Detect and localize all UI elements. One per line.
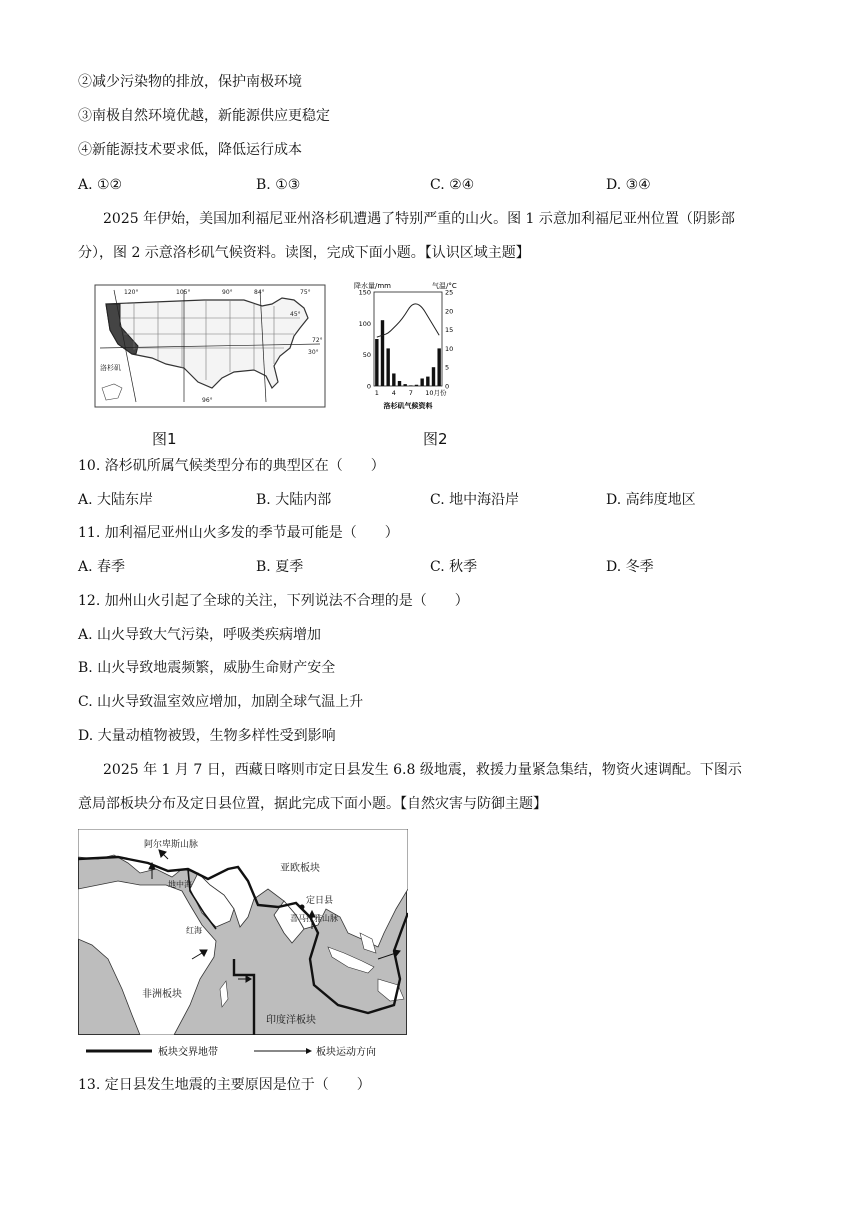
precip-bar	[392, 373, 395, 386]
statement-4: ④新能源技术要求低，降低运行成本	[78, 142, 302, 158]
lat-label: 45°	[290, 311, 301, 318]
month-tick-label: 7	[408, 389, 413, 397]
month-tick-label: 1	[374, 389, 379, 397]
lat-label: 30°	[308, 349, 319, 356]
temp-tick-label: 5	[445, 363, 450, 372]
intro-paragraph-1: 2025 年伊始，美国加利福尼亚州洛杉矶遭遇了特别严重的山火。图 1 示意加利福尼亚州位置（阴影部	[103, 211, 735, 227]
precip-bar	[381, 320, 384, 386]
q11-stem: 11. 加利福尼亚州山火多发的季节最可能是（ ）	[78, 525, 399, 541]
option-a[interactable]: A. ①②	[78, 177, 123, 193]
q13-stem: 13. 定日县发生地震的主要原因是位于（ ）	[78, 1077, 371, 1093]
option-c[interactable]: C. 山火导致温室效应增加，加剧全球气温上升	[78, 694, 364, 710]
dingri-marker	[300, 905, 305, 910]
option-d[interactable]: D. 高纬度地区	[606, 492, 696, 508]
intro-paragraph-2: 2025 年 1 月 7 日，西藏日喀则市定日县发生 6.8 级地震，救援力量紧急集结，物资火速调配。下图示	[103, 762, 742, 778]
african-plate-label: 非洲板块	[142, 989, 182, 1000]
plate-map-figure	[78, 829, 408, 1035]
lon-label: 96°	[202, 397, 213, 404]
temp-tick-label: 15	[445, 326, 454, 335]
temp-tick-label: 20	[445, 307, 454, 316]
himalaya-label: 喜马拉雅山脉	[290, 914, 338, 923]
month-tick-label: 10月份	[425, 389, 447, 397]
option-c[interactable]: C. 地中海沿岸	[430, 492, 520, 508]
red-sea-label: 红海	[186, 926, 202, 935]
us-map	[94, 284, 326, 408]
chart-subtitle: 洛杉矶气候资料	[383, 402, 433, 410]
plot-frame	[374, 292, 442, 386]
q10-stem: 10. 洛杉矶所属气候类型分布的典型区在（ ）	[78, 458, 385, 474]
precip-tick-label: 50	[362, 351, 371, 360]
precip-bar	[386, 348, 389, 386]
dingri-label: 定日县	[306, 896, 334, 906]
lon-label: 72°	[312, 337, 323, 344]
option-a[interactable]: A. 春季	[78, 559, 126, 575]
figure-2-caption: 图2	[423, 430, 448, 448]
indian-ocean-plate-label: 印度洋板块	[266, 1015, 316, 1026]
precip-bar	[398, 381, 401, 386]
precip-bar	[432, 367, 435, 386]
statement-3: ③南极自然环境优越，新能源供应更稳定	[78, 108, 330, 124]
precip-axis-label: 降水量/mm	[354, 282, 391, 290]
map-legend	[84, 1042, 404, 1060]
option-a[interactable]: A. 大陆东岸	[78, 492, 154, 508]
lon-label: 84°	[254, 289, 265, 296]
climate-chart	[344, 278, 474, 412]
option-d[interactable]: D. 冬季	[606, 559, 654, 575]
precip-bar	[437, 348, 440, 386]
option-d[interactable]: D. 大量动植物被毁，生物多样性受到影响	[78, 728, 336, 744]
boundary-legend-label: 板块交界地带	[158, 1047, 218, 1058]
precip-tick-label: 150	[358, 288, 371, 297]
lon-label: 75°	[300, 289, 311, 296]
precip-tick-label: 0	[366, 382, 371, 391]
figure-1-caption: 图1	[152, 430, 177, 448]
precip-tick-label: 100	[358, 319, 371, 328]
option-b[interactable]: B. 大陆内部	[256, 492, 332, 508]
legend-svg	[84, 1042, 404, 1060]
precip-bar	[403, 384, 406, 386]
us-map-figure	[94, 284, 326, 408]
lon-label: 105°	[176, 289, 191, 296]
med-sea-label: 地中海	[168, 880, 192, 889]
precip-bar	[426, 377, 429, 386]
precip-bar	[409, 385, 412, 386]
temp-tick-label: 0	[445, 382, 450, 391]
temperature-curve	[377, 304, 439, 337]
option-c[interactable]: C. ②④	[430, 177, 475, 193]
q12-stem: 12. 加州山火引起了全球的关注，下列说法不合理的是（ ）	[78, 593, 469, 609]
plate-map	[78, 829, 408, 1035]
climate-chart-figure	[344, 278, 474, 412]
precip-bar	[420, 378, 423, 386]
intro-paragraph-2-cont: 意局部板块分布及定日县位置，据此完成下面小题。【自然灾害与防御主题】	[78, 796, 547, 812]
precip-bar	[415, 385, 418, 386]
option-d[interactable]: D. ③④	[606, 177, 651, 193]
la-label: 洛杉矶	[100, 364, 121, 372]
option-b[interactable]: B. 夏季	[256, 559, 304, 575]
temp-tick-label: 10	[445, 344, 454, 353]
lon-label: 90°	[222, 289, 233, 296]
temp-axis-label: 气温/°C	[432, 282, 457, 290]
option-b[interactable]: B. ①③	[256, 177, 301, 193]
statement-2: ②减少污染物的排放，保护南极环境	[78, 74, 302, 90]
eurasia-plate-label: 亚欧板块	[280, 863, 320, 874]
option-c[interactable]: C. 秋季	[430, 559, 478, 575]
precip-bar	[375, 339, 378, 386]
option-a[interactable]: A. 山火导致大气污染，呼吸类疾病增加	[78, 627, 322, 643]
intro-paragraph-1-cont: 分），图 2 示意洛杉矶气候资料。读图，完成下面小题。【认识区域主题】	[78, 245, 530, 261]
month-tick-label: 4	[391, 389, 396, 397]
temp-tick-label: 25	[445, 288, 454, 297]
alps-label: 阿尔卑斯山脉	[144, 840, 199, 850]
option-b[interactable]: B. 山火导致地震频繁，威胁生命财产安全	[78, 660, 336, 676]
lon-label: 120°	[124, 289, 139, 296]
arrow-legend-label: 板块运动方向	[316, 1047, 376, 1058]
